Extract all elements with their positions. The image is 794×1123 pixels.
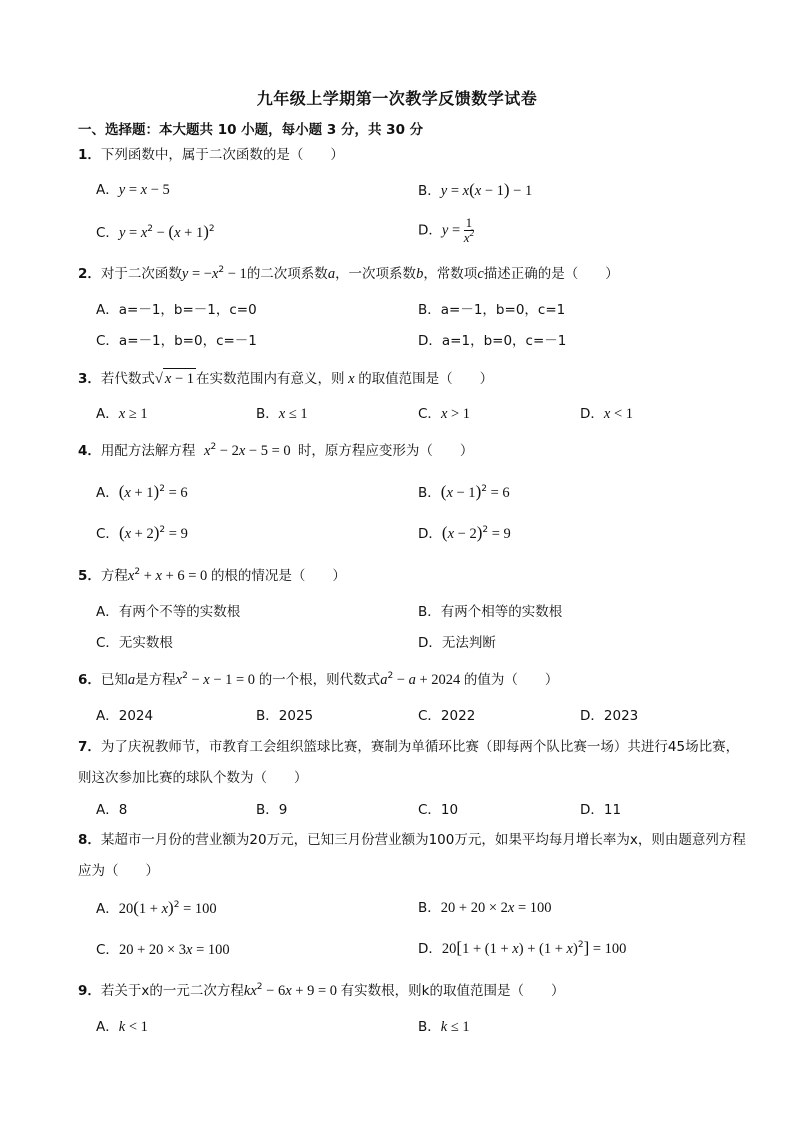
- q3-option-c: C．x > 1: [418, 406, 471, 422]
- q2-option-c: C．a=－1，b=0，c=－1: [96, 333, 257, 349]
- q1-option-a: A．y = x − 5: [96, 182, 170, 198]
- question-7: 7．为了庆祝教师节，市教育工会组织篮球比赛，赛制为单循环比赛（即每两个队比赛一场）共进行45场比赛，则这次参加比赛的球队个数为（ ）: [78, 739, 740, 786]
- q3-option-a: A．x ≥ 1: [96, 406, 148, 422]
- q1-option-c: C．$y = x^2 - (x + 1)^2$: [96, 222, 215, 241]
- q2-option-d: D．a=1，b=0，c=－1: [418, 333, 567, 349]
- section-heading: 一、选择题：本大题共 10 小题，每小题 3 分，共 30 分: [78, 122, 424, 138]
- q4-option-b: B．$(x - 1)^2 = 6$: [418, 482, 510, 501]
- question-4: 4．用配方法解方程 $x^2 - 2x - 5 = 0$ 时，原方程应变形为（ ）: [78, 442, 474, 459]
- q1-option-d: D．y = $\frac{1}{x^2}$: [418, 215, 475, 245]
- q8-option-d: D．$20[1 + (1 + x) + (1 + x)^2] = 100$: [418, 938, 627, 957]
- question-6: 6．已知a是方程$x^2 - x - 1 = 0$ 的一个根，则代数式$a^2 - a + 2024$ 的值为（ ）: [78, 671, 559, 688]
- q8-option-c: C．20 + 20 × 3x = 100: [96, 942, 230, 958]
- q8-option-b: B．20 + 20 × 2x = 100: [418, 900, 552, 916]
- exam-title: 九年级上学期第一次教学反馈数学试卷: [256, 89, 538, 108]
- q9-option-a: A．k < 1: [96, 1019, 148, 1035]
- question-2: 2．对于二次函数$y = -x^2 - 1$的二次项系数a，一次项系数b，常数项c描述正确的是（ ）: [78, 265, 619, 282]
- q6-option-d: D．2023: [580, 708, 639, 724]
- q6-option-b: B．2025: [256, 708, 314, 724]
- q2-option-a: A．a=－1，b=－1，c=0: [96, 302, 257, 318]
- q7-option-a: A．8: [96, 802, 128, 818]
- question-1: 1．下列函数中，属于二次函数的是（ ）: [78, 147, 344, 163]
- q6-option-a: A．2024: [96, 708, 154, 724]
- q1-option-b: B．y = x(x − 1) − 1: [418, 180, 533, 199]
- q2-option-b: B．a=－1，b=0，c=1: [418, 302, 566, 318]
- q7-option-b: B．9: [256, 802, 288, 818]
- q5-option-d: D．无法判断: [418, 635, 496, 651]
- q4-option-d: D．$(x - 2)^2 = 9$: [418, 523, 511, 542]
- q5-option-c: C．无实数根: [96, 635, 173, 651]
- q6-option-c: C．2022: [418, 708, 476, 724]
- question-8: 8．某超市一月份的营业额为20万元，已知三月份营业额为100万元，如果平均每月增长率为x，则由题意列方程应为（ ）: [78, 832, 746, 879]
- q4-option-a: A．$(x + 1)^2 = 6$: [96, 482, 188, 501]
- q7-option-d: D．11: [580, 802, 622, 818]
- question-5: 5．方程$x^2 + x + 6 = 0$ 的根的情况是（ ）: [78, 567, 346, 584]
- q5-option-b: B．有两个相等的实数根: [418, 604, 563, 620]
- q3-option-d: D．x < 1: [580, 406, 634, 422]
- q9-option-b: B．k ≤ 1: [418, 1019, 470, 1035]
- question-9: 9．若关于x的一元二次方程$kx^2 - 6x + 9 = 0$ 有实数根，则k的取值范围是（ ）: [78, 982, 565, 999]
- q5-option-a: A．有两个不等的实数根: [96, 604, 241, 620]
- q3-option-b: B．x ≤ 1: [256, 406, 308, 422]
- q4-option-c: C．$(x + 2)^2 = 9$: [96, 523, 188, 542]
- question-3: 3．若代数式√ x − 1 在实数范围内有意义，则 x 的取值范围是（ ）: [78, 368, 493, 389]
- q7-option-c: C．10: [418, 802, 459, 818]
- q8-option-a: A．$20(1 + x)^2 = 100$: [96, 898, 217, 917]
